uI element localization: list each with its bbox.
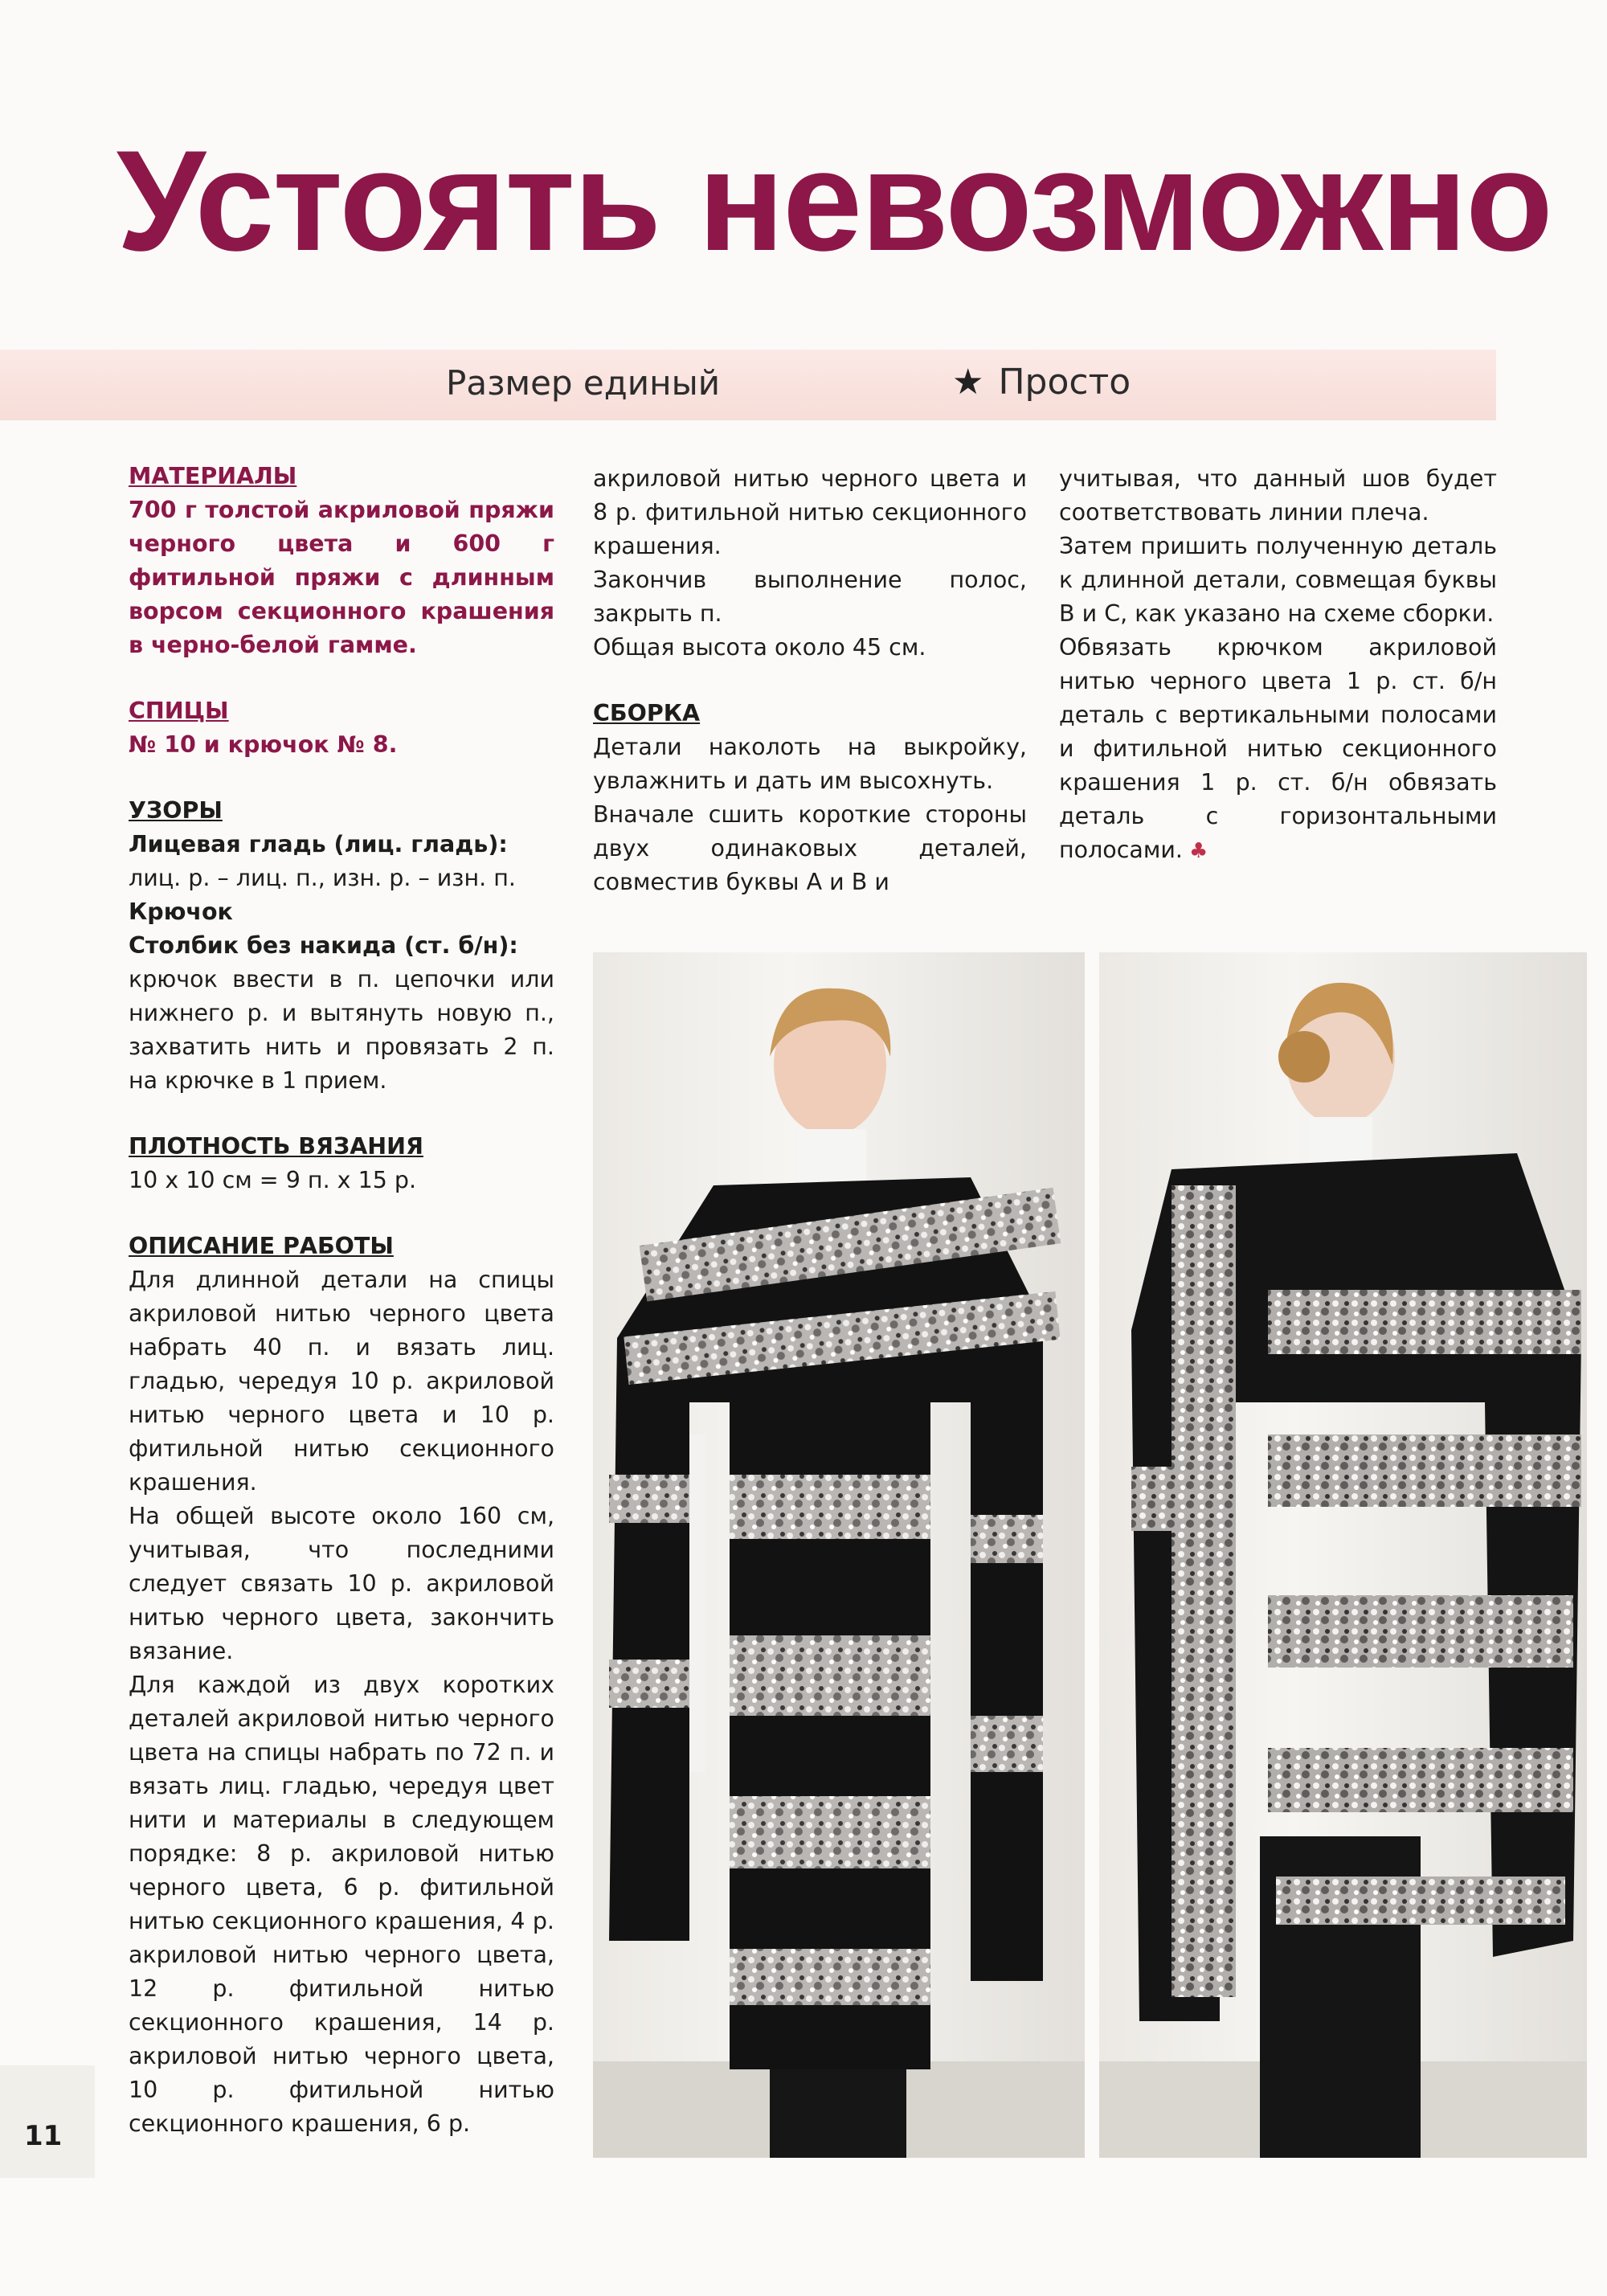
description-heading: ОПИСАНИЕ РАБОТЫ — [129, 1233, 394, 1259]
assembly-heading: СБОРКА — [593, 700, 701, 726]
page-title: Устоять невозможно — [117, 121, 1552, 280]
gauge-text: 10 х 10 см = 9 п. х 15 р. — [129, 1167, 417, 1193]
difficulty-text: Просто — [998, 362, 1131, 403]
assembly-p4: Затем пришить полученную деталь к длинной детали, совмещая буквы В и С, как указано на схеме сборки. — [1059, 533, 1497, 627]
model-back-illustration — [1099, 952, 1587, 2158]
end-mark-icon: ♣ — [1188, 839, 1208, 863]
patterns-heading: УЗОРЫ — [129, 797, 223, 824]
assembly-p5 — [1059, 631, 1497, 868]
page-number: 11 — [24, 2120, 63, 2152]
sc-title: Столбик без накида (ст. б/н): — [129, 932, 518, 959]
stockinette-title: Лицевая гладь (лиц. гладь): — [129, 831, 508, 857]
column-1 — [129, 460, 554, 2141]
assembly-p5-text: Обвязать крючком акриловой нитью черного цвета 1 р. ст. б/н деталь с вертикальными полосами и фитильной нитью секционного крашения 1 р. ст. б/н обвязать деталь с горизонтальными полосами. — [1059, 634, 1497, 863]
description-p4: акриловой нитью черного цвета и 8 р. фитильной нитью секционного крашения. — [593, 465, 1027, 559]
description-p3: Для каждой из двух коротких деталей акриловой нитью черного цвета на спицы набрать по 72 п. и вязать лиц. гладью, чередуя цвет нити и материалы в следующем порядке: 8 р. акриловой нитью черного цвета, 6 р. фитильной нитью секционного крашения, 4 р. акриловой нитью черного цвета, 12 р. фитильной нитью секционного крашения, 14 р. акриловой нитью черного цвета, 10 р. фитильной нитью секционного крашения, 6 р. — [129, 1672, 554, 2137]
needles-heading: СПИЦЫ — [129, 698, 229, 724]
model-front-illustration — [593, 952, 1085, 2158]
sc-text: крючок ввести в п. цепочки или нижнего р. и вытянуть новую п., захватить нить и провязать 2 п. на крючке в 1 прием. — [129, 966, 554, 1094]
stockinette-text: лиц. р. – лиц. п., изн. р. – изн. п. — [129, 865, 516, 891]
difficulty-label — [952, 362, 1131, 403]
description-p1: Для длинной детали на спицы акриловой нитью черного цвета набрать 40 п. и вязать лиц. гладью, чередуя 10 р. акриловой нитью черного цвета и 10 р. фитильной нитью секционного крашения. — [129, 1267, 554, 1496]
materials-text: 700 г толстой акриловой пряжи черного цвета и 600 г фитильной пряжи с длинным ворсом секционного крашения в черно-белой гамме. — [129, 497, 554, 658]
description-p2: На общей высоте около 160 см, учитывая, что последними следует связать 10 р. акриловой нитью черного цвета, закончить вязание. — [129, 1503, 554, 1664]
description-p5: Закончив выполнение полос, закрыть п. — [593, 567, 1027, 627]
description-p6: Общая высота около 45 см. — [593, 634, 926, 661]
gauge-heading: ПЛОТНОСТЬ ВЯЗАНИЯ — [129, 1133, 423, 1160]
crochet-title: Крючок — [129, 898, 233, 925]
photo-back — [1099, 952, 1587, 2158]
photo-front — [593, 952, 1085, 2158]
column-3 — [1059, 462, 1497, 868]
materials-heading: МАТЕРИАЛЫ — [129, 463, 297, 489]
star-icon: ★ — [952, 362, 984, 403]
size-label: Размер единый — [446, 363, 721, 403]
column-2 — [593, 462, 1027, 899]
assembly-p1: Детали наколоть на выкройку, увлажнить и дать им высохнуть. — [593, 734, 1027, 794]
needles-text: № 10 и крючок № 8. — [129, 731, 398, 758]
info-band — [0, 350, 1496, 420]
assembly-p3: учитывая, что данный шов будет соответствовать линии плеча. — [1059, 465, 1497, 526]
assembly-p2: Вначале сшить короткие стороны двух одинаковых деталей, совместив буквы А и В и — [593, 801, 1027, 895]
